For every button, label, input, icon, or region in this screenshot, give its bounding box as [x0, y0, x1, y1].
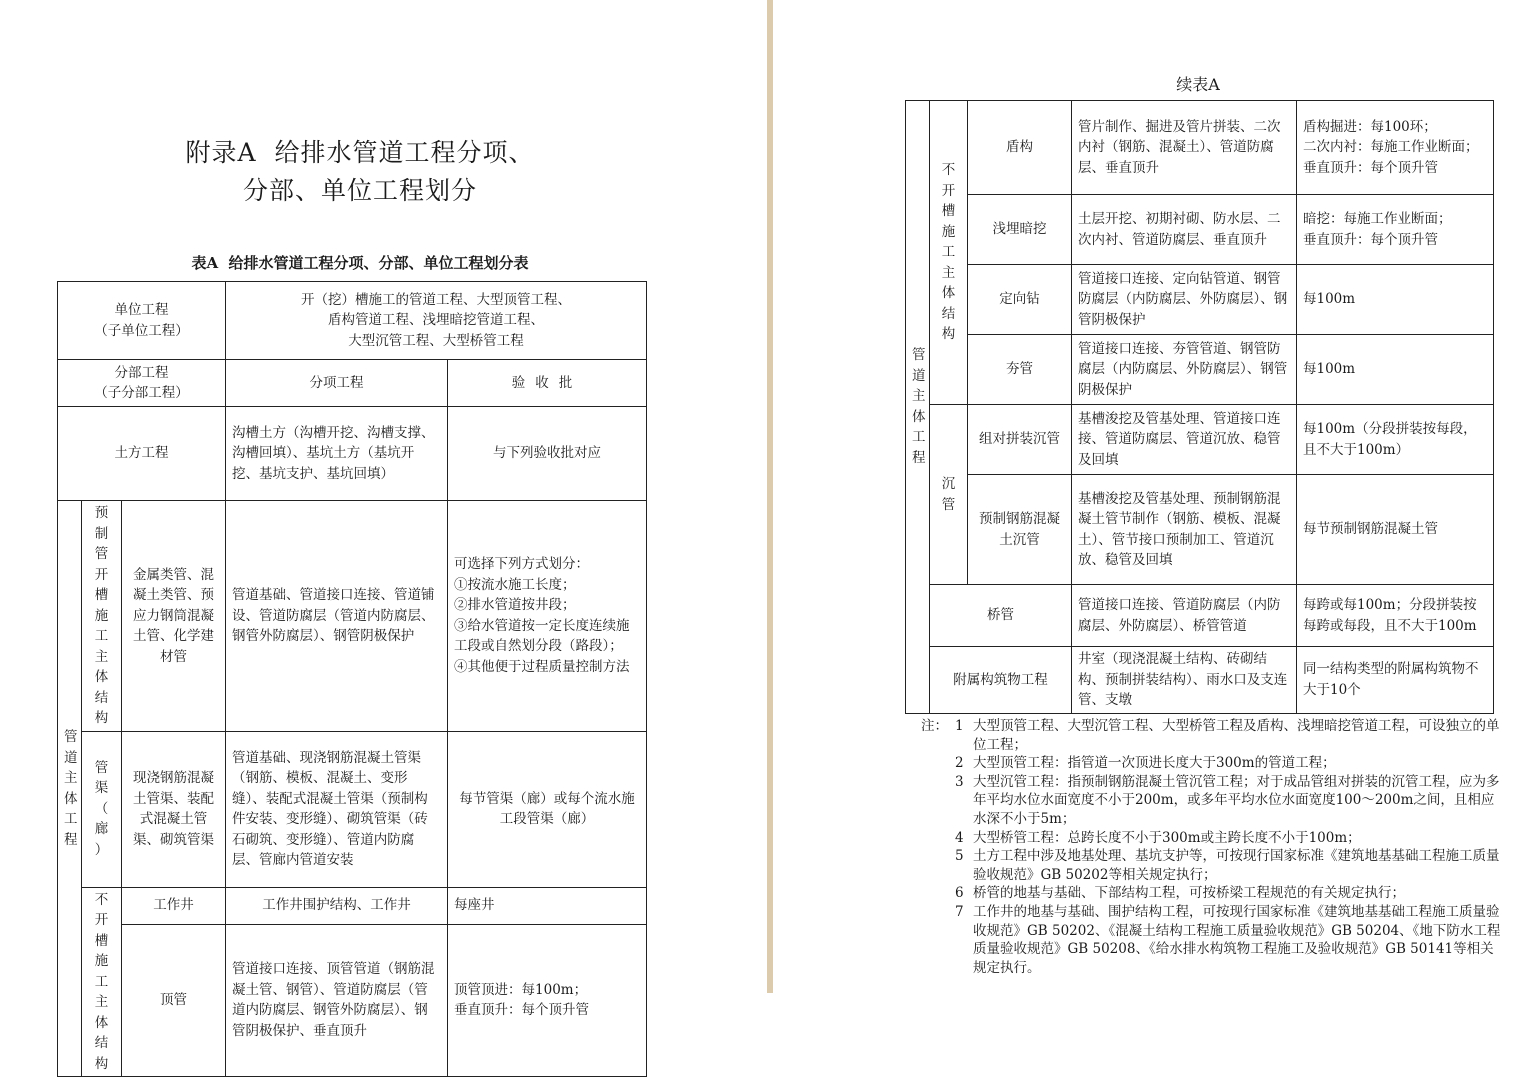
right-page — [773, 0, 1527, 993]
note-text: 大型顶管工程：指管道一次顶进长度大于300m的管道工程； — [973, 755, 1336, 772]
appendix-heading — [120, 134, 600, 210]
work-well-name: 工作井 — [122, 887, 226, 924]
shield-item: 管片制作、掘进及管片拼装、二次内衬（钢筋、混凝土）、管道防腐层、垂直顶升 — [1072, 101, 1297, 195]
note-number: 6 — [955, 885, 964, 902]
table-row — [58, 501, 647, 732]
ram-name: 夯管 — [968, 335, 1072, 405]
mining-batch: 暗挖：每施工作业断面； 垂直顶升：每个顶升管 — [1297, 195, 1494, 265]
precast-sink-name: 预制钢筋混凝土沉管 — [968, 475, 1072, 585]
table-row — [906, 101, 1494, 195]
table-row — [58, 407, 647, 501]
sinking-group: 沉 管 — [930, 405, 968, 585]
note-item — [921, 829, 1501, 848]
note-number: 4 — [955, 829, 964, 846]
bridge-pipe-item: 管道接口连接、管道防腐层（内防腐层、外防腐层）、桥管管道 — [1072, 585, 1297, 647]
earthwork-item: 沟槽土方（沟槽开挖、沟槽支撑、沟槽回填）、基坑土方（基坑开挖、基坑支护、基坑回填） — [226, 407, 448, 501]
prefab-item: 管道基础、管道接口连接、管道铺设、管道防腐层（管道内防腐层、钢管外防腐层）、钢管阴极保护 — [226, 501, 448, 732]
main-structure-group: 管 道 主 体 工 程 — [58, 501, 82, 1077]
notes-label — [921, 754, 955, 773]
notes-label: 注： — [921, 718, 948, 734]
note-text: 土方工程中涉及地基处理、基坑支护等，可按现行国家标准《建筑地基基础工程施工质量验收规范》GB 50202等相关规定执行； — [973, 848, 1500, 883]
header-batch: 验收批 — [448, 360, 647, 407]
note-item — [921, 903, 1501, 977]
note-number: 5 — [955, 848, 964, 865]
bridge-pipe-batch: 每跨或每100m；分段拼装按每跨或每段，且不大于100m — [1297, 585, 1494, 647]
jacking-item: 管道接口连接、顶管管道（钢筋混凝土管、钢管）、管道防腐层（管道内防腐层、钢管外防腐层）、钢管阴极保护、垂直顶升 — [226, 924, 448, 1076]
float-assembly-batch: 每100m（分段拼装按每段，且不大于100m） — [1297, 405, 1494, 475]
note-text: 大型桥管工程：总跨长度不小于300m或主跨长度不小于100m； — [973, 829, 1361, 846]
header-item: 分项工程 — [226, 360, 448, 407]
notes — [921, 717, 1501, 977]
table-row — [906, 265, 1494, 335]
notes-label — [921, 903, 955, 977]
table-row — [906, 195, 1494, 265]
channel-group: 管 渠 （ 廊 ） — [82, 731, 122, 887]
table-row — [906, 647, 1494, 714]
note-item — [921, 773, 1501, 829]
bridge-pipe-name: 桥管 — [930, 585, 1072, 647]
table-header-row — [58, 360, 647, 407]
table-row — [58, 731, 647, 887]
division-table — [57, 281, 647, 1077]
table-row — [906, 405, 1494, 475]
note-number: 2 — [955, 755, 964, 772]
mining-name: 浅埋暗挖 — [968, 195, 1072, 265]
continued-table — [905, 100, 1494, 714]
channel-material: 现浇钢筋混凝土管渠、装配式混凝土管渠、砌筑管渠 — [122, 731, 226, 887]
hdd-name: 定向钻 — [968, 265, 1072, 335]
continued-table-title: 续表A — [1176, 75, 1220, 94]
note-item — [921, 754, 1501, 773]
jacking-name: 顶管 — [122, 924, 226, 1076]
table-row — [58, 887, 647, 924]
note-text: 工作井的地基与基础、围护结构工程，可按现行国家标准《建筑地基基础工程施工质量验收规范》GB 50202、《混凝土结构工程施工质量验收规范》GB 50204、《地下防水工程质量验收规范》GB 50208、《给水排水构筑物工程施工及验收规范》GB 50141等相关规定执行。 — [973, 903, 1501, 976]
notes-label — [921, 773, 955, 829]
jacking-batch: 顶管顶进：每100m； 垂直顶升：每个顶升管 — [448, 924, 647, 1076]
prefab-batch: 可选择下列方式划分： ①按流水施工长度； ②排水管道按井段； ③给水管道按一定长度连续施工段或自然划分段（路段）； ④其他便于过程质量控制方法 — [448, 501, 647, 732]
note-text: 桥管的地基与基础、下部结构工程，可按桥梁工程规范的有关规定执行； — [973, 885, 1405, 902]
header-department: 分部工程 （子分部工程） — [58, 360, 226, 407]
note-number: 3 — [955, 773, 964, 790]
precast-sink-batch: 每节预制钢筋混凝土管 — [1297, 475, 1494, 585]
work-well-item: 工作井围护结构、工作井 — [226, 887, 448, 924]
trenchless-group: 不 开 槽 施 工 主 体 结 构 — [930, 101, 968, 405]
hdd-item: 管道接口连接、定向钻管道、钢管防腐层（内防腐层、外防腐层）、钢管阴极保护 — [1072, 265, 1297, 335]
float-assembly-name: 组对拼装沉管 — [968, 405, 1072, 475]
note-item — [921, 717, 1501, 754]
table-row — [906, 335, 1494, 405]
table-caption: 表A 给排水管道工程分项、分部、单位工程划分表 — [191, 254, 529, 272]
prefab-group: 预 制 管 开 槽 施 工 主 体 结 构 — [82, 501, 122, 732]
table-row — [58, 282, 647, 360]
ram-batch: 每100m — [1297, 335, 1494, 405]
table-row — [58, 924, 647, 1076]
unit-label: 单位工程 （子单位工程） — [58, 282, 226, 360]
table-row — [906, 475, 1494, 585]
precast-sink-item: 基槽浚挖及管基处理、预制钢筋混凝土管节制作（钢筋、模板、混凝土）、管节接口预制加工、管道沉放、稳管及回填 — [1072, 475, 1297, 585]
mining-item: 土层开挖、初期衬砌、防水层、二次内衬、管道防腐层、垂直顶升 — [1072, 195, 1297, 265]
notes-label — [921, 847, 955, 884]
auxiliary-batch: 同一结构类型的附属构筑物不大于10个 — [1297, 647, 1494, 714]
work-well-batch: 每座井 — [448, 887, 647, 924]
shield-name: 盾构 — [968, 101, 1072, 195]
note-number: 7 — [955, 903, 964, 920]
earthwork-batch: 与下列验收批对应 — [448, 407, 647, 501]
float-assembly-item: 基槽浚挖及管基处理、管道接口连接、管道防腐层、管道沉放、稳管及回填 — [1072, 405, 1297, 475]
notes-label — [921, 884, 955, 903]
trenchless-group: 不 开 槽 施 工 主 体 结 构 — [82, 887, 122, 1077]
ram-item: 管道接口连接、夯管管道、钢管防腐层（内防腐层、外防腐层）、钢管阴极保护 — [1072, 335, 1297, 405]
shield-batch: 盾构掘进：每100环； 二次内衬：每施工作业断面； 垂直顶升：每个顶升管 — [1297, 101, 1494, 195]
note-text: 大型沉管工程：指预制钢筋混凝土管沉管工程；对于成品管组对拼装的沉管工程，应为多年平均水位水面宽度不小于200m，或多年平均水位水面宽度100～200m之间，且相应水深不小于5m； — [973, 773, 1500, 827]
prefab-material: 金属类管、混凝土类管、预应力钢筒混凝土管、化学建材管 — [122, 501, 226, 732]
appendix-heading-line-2: 分部、单位工程划分 — [242, 176, 477, 205]
main-structure-group: 管 道 主 体 工 程 — [906, 101, 930, 714]
auxiliary-item: 井室（现浇混凝土结构、砖砌结构、预制拼装结构）、雨水口及支连管、支墩 — [1072, 647, 1297, 714]
auxiliary-name: 附属构筑物工程 — [930, 647, 1072, 714]
channel-batch: 每节管渠（廊）或每个流水施工段管渠（廊） — [448, 731, 647, 887]
note-item — [921, 847, 1501, 884]
note-text: 大型顶管工程、大型沉管工程、大型桥管工程及盾构、浅埋暗挖管道工程，可设独立的单位工程； — [973, 718, 1500, 753]
earthwork-name: 土方工程 — [58, 407, 226, 501]
unit-value: 开（挖）槽施工的管道工程、大型顶管工程、 盾构管道工程、浅埋暗挖管道工程、 大型沉管工程、大型桥管工程 — [226, 282, 647, 360]
appendix-heading-line-1: 附录A 给排水管道工程分项、 — [185, 138, 535, 167]
notes-label — [921, 829, 955, 848]
hdd-batch: 每100m — [1297, 265, 1494, 335]
note-item — [921, 884, 1501, 903]
note-number: 1 — [955, 718, 964, 734]
left-page — [0, 0, 767, 1072]
channel-item: 管道基础、现浇钢筋混凝土管渠（钢筋、模板、混凝土、变形缝）、装配式混凝土管渠（预制构件安装、变形缝）、砌筑管渠（砖石砌筑、变形缝）、管道内防腐层、管廊内管道安装 — [226, 731, 448, 887]
table-row — [906, 585, 1494, 647]
